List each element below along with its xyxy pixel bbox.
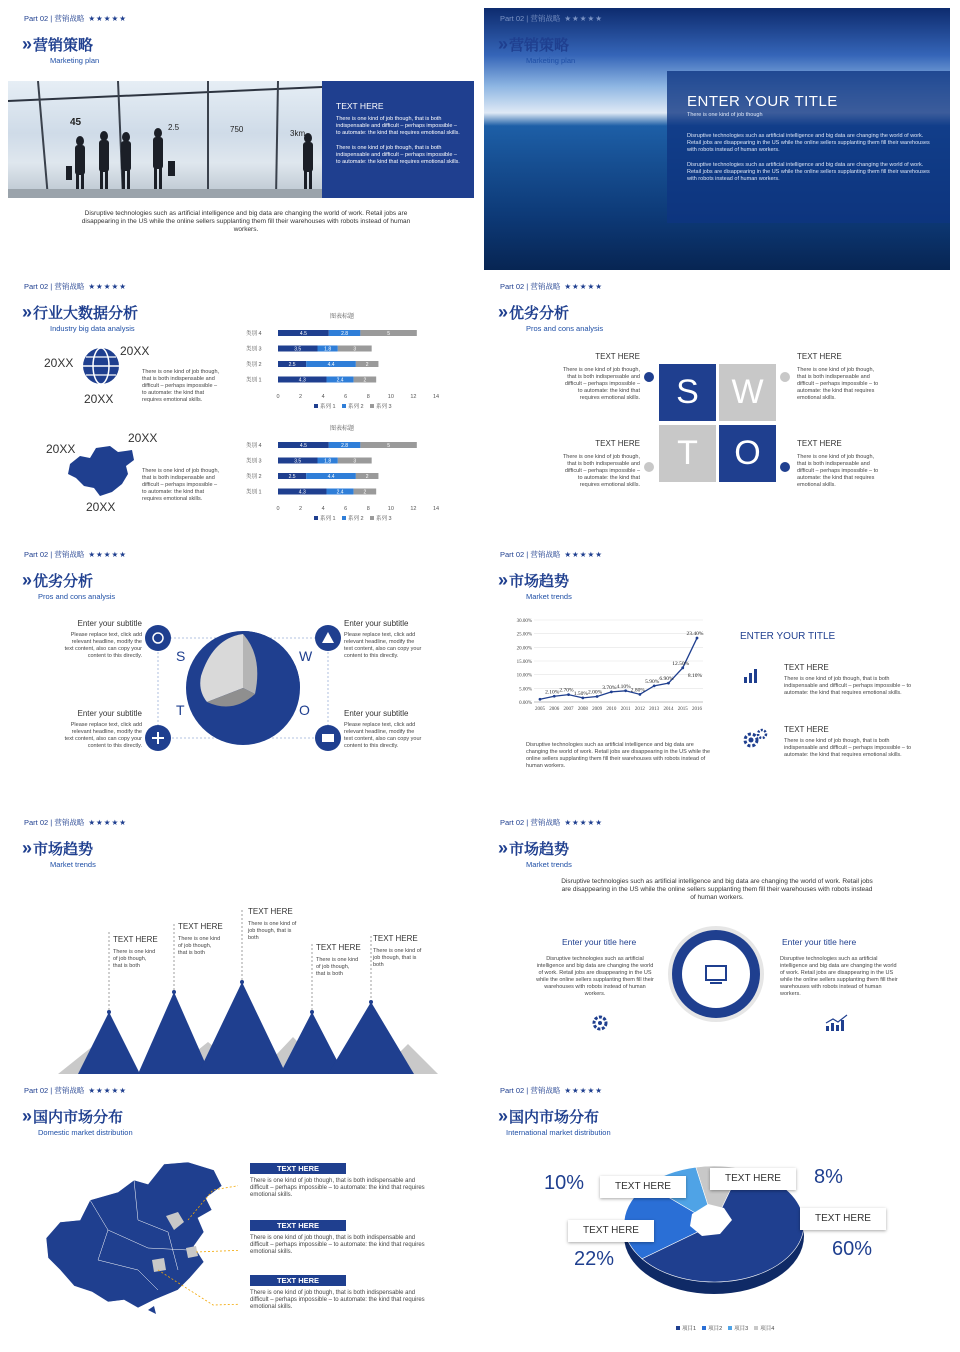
- legend-swatch: [702, 1326, 706, 1330]
- data-label: 2.10%: [545, 689, 560, 696]
- gears-icon: [742, 728, 768, 750]
- category-label: 类别 3: [246, 346, 262, 353]
- data-point: [639, 693, 642, 696]
- slide-1: [8, 8, 474, 270]
- bar-value-label: 4.4: [327, 474, 335, 480]
- peak-heading: TEXT HERE: [373, 934, 418, 943]
- tick-label: 14: [432, 506, 440, 512]
- china-map: [38, 1160, 238, 1318]
- swot-text: There is one kind of job though, that is both indispensable and difficult – perhaps impossible – to automate: the kind that requires emotional skills.: [562, 454, 640, 488]
- bar-value-label: 4.5: [299, 443, 307, 449]
- line-chart: [498, 616, 708, 726]
- slide-5: [8, 544, 474, 806]
- right-text: Disruptive technologies such as artificial intelligence and big data are changing the world of work. Retail jobs are disappearing in the US while the online sellers supplanting them fill their warehouses with robots instead of human workers.: [780, 956, 898, 997]
- tick-label: 0: [276, 394, 280, 400]
- swot-letter-o: O: [299, 702, 310, 718]
- x-tick-label: 2005: [535, 707, 545, 712]
- panel-tag: There is one kind of job though: [687, 112, 763, 118]
- category-label: 类别 4: [246, 331, 262, 337]
- subtitle-heading: Enter your subtitle: [77, 619, 142, 628]
- subtitle-text: Please replace text, click add relevant headline, modify the text content, also can copy your content to this directly.: [64, 632, 142, 659]
- chart-title: 图表标题: [330, 314, 355, 320]
- tick-label: 6: [344, 394, 348, 400]
- bar-value-label: 2.4: [336, 377, 344, 384]
- slide-8: [484, 812, 950, 1074]
- subtitle-text: Please replace text, click add relevant headline, modify the text content, also can copy your content to this directly.: [64, 722, 142, 749]
- gear-icon: [592, 1015, 608, 1031]
- data-point: [596, 695, 599, 698]
- x-tick-label: 2007: [563, 707, 574, 712]
- percent-label: 8%: [814, 1166, 843, 1188]
- legend-label: 系列 1: [320, 516, 336, 522]
- swot-letter-s: S: [176, 648, 186, 664]
- left-heading: Enter your title here: [562, 937, 637, 947]
- bar-chart-icon: [742, 668, 760, 684]
- x-tick-label: 2015: [677, 707, 688, 712]
- peak-text: There is one kind of job though, that is both: [248, 921, 297, 941]
- legend-swatch: [728, 1326, 732, 1330]
- swot-sphere-diagram: [143, 616, 343, 756]
- data-label: 12.50%: [672, 660, 690, 667]
- slide-9: [8, 1080, 474, 1342]
- bar-value-label: 2: [365, 474, 369, 480]
- bar-value-label: 1.8: [324, 346, 332, 353]
- swot-letter-t: T: [176, 702, 185, 718]
- subtitle-heading: Enter your subtitle: [344, 709, 409, 718]
- x-tick-label: 2014: [663, 707, 674, 712]
- left-text: Disruptive technologies such as artificial intelligence and big data are changing the world of work. Retail jobs are disappearing in the US while the online sellers supplanting them fill their warehouses with robots instead of human workers.: [536, 956, 654, 997]
- bar-chart: [244, 324, 444, 416]
- slide-header: Part 02 | 营销战略 ★★★★★: [24, 550, 127, 559]
- y-tick-label: 15.00%: [516, 660, 532, 665]
- bar-value-label: 4.3: [298, 489, 306, 496]
- data-label: 4.10%: [616, 683, 631, 690]
- slide-title: 营销策略: [509, 36, 570, 54]
- swot-s-tile: S: [659, 364, 716, 421]
- legend-label: 项目1: [682, 1326, 697, 1332]
- chevron-icon: »: [498, 838, 504, 858]
- y-tick-label: 30.00%: [516, 619, 532, 624]
- bar-value-label: 2.8: [341, 443, 349, 449]
- tick-label: 10: [387, 506, 394, 512]
- photo-number: 45: [70, 117, 82, 128]
- category-label: 类别 2: [246, 362, 262, 368]
- data-label: 3.70%: [602, 684, 617, 691]
- slide-title: 行业大数据分析: [33, 304, 139, 322]
- photo-number: 750: [230, 125, 244, 134]
- slide-title: 国内市场分布: [33, 1108, 124, 1126]
- category-label: 类别 2: [246, 474, 262, 480]
- china-map-icon: [66, 444, 136, 498]
- y-tick-label: 10.00%: [516, 673, 532, 679]
- slide-title: 市场趋势: [33, 840, 94, 858]
- slide-header: Part 02 | 营销战略 ★★★★★: [24, 1086, 127, 1095]
- silhouettes-image: [8, 81, 322, 198]
- legend-label: 系列 3: [376, 516, 392, 522]
- callout-box: TEXT HERE: [568, 1220, 654, 1242]
- swot-t-tile: T: [659, 425, 716, 482]
- data-point: [681, 666, 684, 669]
- callout-box: TEXT HERE: [710, 1168, 796, 1190]
- globe-icon: [81, 346, 121, 386]
- x-tick-label: 2010: [606, 707, 617, 712]
- growth-chart-icon: [824, 1014, 850, 1032]
- slide-header: Part 02 | 营销战略 ★★★★★: [500, 818, 603, 827]
- data-point: [567, 693, 570, 696]
- legend-label: 系列 2: [348, 516, 364, 522]
- category-label: 类别 4: [246, 443, 262, 449]
- swot-heading: TEXT HERE: [797, 352, 842, 361]
- bar-value-label: 4.3: [298, 377, 306, 384]
- tick-label: 0: [276, 506, 280, 512]
- data-label: 23.40%: [686, 631, 704, 638]
- swot-o-tile: O: [719, 425, 776, 482]
- item-heading: TEXT HERE: [784, 663, 829, 672]
- bar-value-label: 5: [387, 443, 390, 449]
- category-label: 类别 3: [246, 458, 262, 465]
- subtitle-text: Please replace text, click add relevant headline, modify the text content, also can copy your content to this directly.: [344, 722, 422, 749]
- item-text: There is one kind of job though, that is both indispensable and difficult – perhaps impossible – to automate: the kind that requires emotional skills.: [784, 676, 912, 696]
- bar-value-label: 5: [387, 331, 390, 337]
- data-point: [539, 698, 542, 701]
- bar-value-label: 2: [363, 489, 367, 496]
- year-label: 20XX: [44, 356, 74, 370]
- slide-title: 市场趋势: [509, 572, 570, 590]
- year-label: 20XX: [120, 344, 150, 358]
- data-label: 6.90%: [659, 676, 674, 683]
- slide-header: Part 02 | 营销战略 ★★★★★: [24, 282, 127, 291]
- right-heading: ENTER YOUR TITLE: [740, 631, 836, 642]
- bar-value-label: 4.5: [299, 331, 307, 337]
- tick-label: 2: [299, 394, 303, 400]
- percent-label: 22%: [574, 1248, 615, 1270]
- slide-subtitle: Pros and cons analysis: [38, 592, 116, 601]
- dot-marker: [780, 462, 790, 472]
- subtitle-heading: Enter your subtitle: [77, 709, 142, 718]
- bar-value-label: 2: [363, 377, 367, 384]
- monitor-ring-diagram: [666, 924, 766, 1024]
- legend-swatch: [342, 516, 346, 520]
- x-tick-label: 2006: [549, 707, 560, 712]
- photo-number: 2.5: [168, 123, 180, 132]
- label-bar: TEXT HERE: [250, 1163, 346, 1174]
- data-point: [667, 682, 670, 685]
- x-tick-label: 2008: [577, 707, 588, 712]
- y-tick-label: 20.00%: [516, 646, 532, 652]
- data-label: 2.70%: [559, 687, 574, 694]
- item-heading: TEXT HERE: [784, 725, 829, 734]
- year-label: 20XX: [84, 392, 114, 406]
- tick-label: 12: [410, 394, 417, 400]
- slide-6: [484, 544, 950, 806]
- peak-text: There is one kind of job though, that is both: [178, 936, 221, 956]
- photo-number: 3km: [290, 129, 306, 138]
- legend-item: [754, 1324, 774, 1332]
- legend-label: 项目4: [760, 1326, 775, 1332]
- legend-label: 项目3: [734, 1326, 749, 1332]
- slide-header: Part 02 | 营销战略 ★★★★★: [24, 14, 127, 23]
- swot-text: There is one kind of job though, that is both indispensable and difficult – perhaps impossible – to automate: the kind that requires emotional skills.: [797, 454, 879, 488]
- swot-letter-w: W: [299, 648, 313, 664]
- tick-label: 10: [387, 394, 394, 400]
- data-label: 8.10%: [687, 672, 703, 679]
- item-text: There is one kind of job though, that is both indispensable and difficult – perhaps impossible – to automate: the kind that requires emotional skills.: [784, 738, 912, 758]
- slide-subtitle: Pros and cons analysis: [526, 324, 604, 333]
- legend-swatch: [754, 1326, 758, 1330]
- slide-10: [484, 1080, 950, 1342]
- data-point: [610, 690, 613, 693]
- legend-label: 系列 3: [376, 404, 392, 410]
- legend-item: [702, 1324, 722, 1332]
- legend-swatch: [314, 516, 318, 520]
- pie-legend: [676, 1324, 774, 1332]
- x-tick-label: 2013: [649, 707, 660, 712]
- data-point: [696, 637, 699, 640]
- data-point: [653, 684, 656, 687]
- x-tick-label: 2012: [634, 707, 645, 712]
- chevron-icon: »: [22, 34, 28, 54]
- chevron-icon: »: [22, 1106, 28, 1126]
- data-label: 5.90%: [645, 678, 660, 685]
- data-label: 1.50%: [573, 690, 588, 697]
- chevron-icon: »: [498, 1106, 504, 1126]
- box-paragraph: There is one kind of job though, that is both indispensable and difficult – perhaps impossible – to automate: the kind that requires emotional skills.: [336, 116, 460, 136]
- subtitle-heading: Enter your subtitle: [344, 619, 409, 628]
- bar-value-label: 3: [353, 346, 357, 353]
- tick-label: 4: [321, 394, 325, 400]
- slide-subtitle: Domestic market distribution: [38, 1128, 133, 1137]
- peak-heading: TEXT HERE: [248, 907, 293, 916]
- slide-header: Part 02 | 营销战略 ★★★★★: [500, 1086, 603, 1095]
- chevron-icon: »: [498, 570, 504, 590]
- label-text: There is one kind of job though, that is both indispensable and difficult – perhaps impossible – to automate: the kind that requires emotional skills.: [250, 1235, 425, 1255]
- panel-paragraph: Disruptive technologies such as artificial intelligence and big data are changing the world of work. Retail jobs are disappearing in the US while the online sellers supplanting them fill their warehouses with robots instead of human workers.: [687, 133, 930, 153]
- swot-w-tile: W: [719, 364, 776, 421]
- chevron-icon: »: [22, 570, 28, 590]
- tick-label: 14: [432, 394, 440, 400]
- callout-box: TEXT HERE: [600, 1176, 686, 1198]
- bar-value-label: 2.5: [288, 474, 296, 480]
- bar-value-label: 2.4: [336, 489, 344, 496]
- y-tick-label: 0.00%: [519, 701, 532, 706]
- peak-text: There is one kind of job though, that is both: [113, 949, 156, 969]
- slide-subtitle: Market trends: [526, 592, 572, 601]
- swot-heading: TEXT HERE: [595, 439, 640, 448]
- x-tick-label: 2016: [692, 707, 702, 712]
- peak-text: There is one kind of job though, that is both: [373, 948, 422, 968]
- swot-heading: TEXT HERE: [595, 352, 640, 361]
- bar-value-label: 2.5: [288, 362, 296, 368]
- slide-7: [8, 812, 474, 1074]
- bar-value-label: 1.8: [324, 458, 332, 465]
- year-label: 20XX: [128, 431, 158, 445]
- slide-title: 营销策略: [33, 36, 94, 54]
- bar-value-label: 3.5: [294, 458, 302, 465]
- data-point: [581, 697, 584, 700]
- slide-title: 市场趋势: [509, 840, 570, 858]
- peak-heading: TEXT HERE: [316, 943, 361, 952]
- peak-heading: TEXT HERE: [113, 935, 158, 944]
- category-label: 类别 1: [246, 377, 262, 384]
- slide-subtitle: Industry big data analysis: [50, 324, 135, 333]
- dot-marker: [780, 372, 790, 382]
- bar-chart: [244, 436, 444, 528]
- peak-text: There is one kind of job though, that is both: [316, 957, 359, 977]
- tick-label: 12: [410, 506, 417, 512]
- year-label: 20XX: [86, 500, 116, 514]
- bar-value-label: 2.8: [341, 331, 349, 337]
- percent-label: 60%: [832, 1238, 873, 1260]
- caption: Disruptive technologies such as artificial intelligence and big data are changing the world of work. Retail jobs are disappearing in the US while the online sellers supplanting them fill their warehouses with robots instead of human workers.: [81, 210, 411, 233]
- box-paragraph: There is one kind of job though, that is both indispensable and difficult – perhaps impossible – to automate: the kind that requires emotional skills.: [336, 145, 460, 165]
- slide-header: Part 02 | 营销战略 ★★★★★: [500, 550, 603, 559]
- slide-subtitle: Marketing plan: [50, 56, 100, 65]
- chevron-icon: »: [22, 302, 28, 322]
- label-text: There is one kind of job though, that is both indispensable and difficult – perhaps impossible – to automate: the kind that requires emotional skills.: [250, 1178, 425, 1198]
- legend-label: 项目2: [708, 1326, 723, 1332]
- label-bar: TEXT HERE: [250, 1220, 346, 1231]
- tick-label: 8: [366, 506, 370, 512]
- chevron-icon: »: [498, 302, 504, 322]
- subtitle-text: Please replace text, click add relevant headline, modify the text content, also can copy your content to this directly.: [344, 632, 422, 659]
- label-text: There is one kind of job though, that is both indispensable and difficult – perhaps impossible – to automate: the kind that requires emotional skills.: [250, 1290, 425, 1310]
- legend-swatch: [676, 1326, 680, 1330]
- slide-subtitle: International market distribution: [506, 1128, 611, 1137]
- text-box: [322, 81, 474, 198]
- slide-title: 优劣分析: [33, 572, 94, 590]
- dot-marker: [644, 462, 654, 472]
- x-tick-label: 2009: [592, 707, 603, 712]
- tick-label: 4: [321, 506, 325, 512]
- swot-text: There is one kind of job though, that is both indispensable and difficult – perhaps impossible – to automate: the kind that requires emotional skills.: [797, 367, 879, 401]
- title-panel: [667, 71, 950, 223]
- slide-header: Part 02 | 营销战略 ★★★★★: [500, 14, 603, 23]
- chevron-icon: »: [22, 838, 28, 858]
- slide-3: [8, 276, 474, 538]
- bar-value-label: 2: [365, 362, 369, 368]
- y-tick-label: 25.00%: [516, 632, 532, 638]
- slide-subtitle: Market trends: [526, 860, 572, 869]
- y-tick-label: 5.00%: [519, 687, 532, 693]
- tick-label: 6: [344, 506, 348, 512]
- legend-label: 系列 1: [320, 404, 336, 410]
- legend-swatch: [370, 404, 374, 408]
- dot-marker: [644, 372, 654, 382]
- tick-label: 2: [299, 506, 303, 512]
- data-point: [553, 695, 556, 698]
- data-point: [624, 689, 627, 692]
- callout-box: TEXT HERE: [800, 1208, 886, 1230]
- percent-label: 10%: [544, 1172, 585, 1194]
- swot-heading: TEXT HERE: [797, 439, 842, 448]
- slide-2: [484, 8, 950, 270]
- legend-swatch: [314, 404, 318, 408]
- legend-label: 系列 2: [348, 404, 364, 410]
- slide-subtitle: Marketing plan: [526, 56, 576, 65]
- bar-value-label: 4.4: [327, 362, 335, 368]
- data-label: 2.80%: [630, 687, 646, 694]
- slide-subtitle: Market trends: [50, 860, 96, 869]
- legend-item: [728, 1324, 748, 1332]
- panel-paragraph: Disruptive technologies such as artificial intelligence and big data are changing the world of work. Retail jobs are disappearing in the US while the online sellers supplanting them fill their warehouses with robots instead of human workers.: [687, 162, 930, 182]
- bar-value-label: 3: [353, 458, 357, 465]
- bar-value-label: 3.5: [294, 346, 302, 353]
- swot-text: There is one kind of job though, that is both indispensable and difficult – perhaps impossible – to automate: the kind that requires emotional skills.: [562, 367, 640, 401]
- chart-title: 图表标题: [330, 426, 355, 432]
- slide-title: 国内市场分布: [509, 1108, 600, 1126]
- body-text: There is one kind of job though, that is both indispensable and difficult – perhaps impossible – to automate: the kind that requires emotional skills.: [142, 468, 220, 502]
- label-bar: TEXT HERE: [250, 1275, 346, 1286]
- peak-heading: TEXT HERE: [178, 922, 223, 931]
- chevron-icon: »: [498, 34, 504, 54]
- box-title: TEXT HERE: [336, 101, 384, 111]
- data-label: 2.00%: [587, 689, 603, 696]
- body-text: There is one kind of job though, that is both indispensable and difficult – perhaps impossible – to automate: the kind that requires emotional skills.: [142, 369, 220, 403]
- slide-4: [484, 276, 950, 538]
- right-heading: Enter your title here: [782, 937, 857, 947]
- legend-swatch: [370, 516, 374, 520]
- slide-header: Part 02 | 营销战略 ★★★★★: [24, 818, 127, 827]
- airport-photo: [8, 81, 322, 198]
- legend-item: [676, 1324, 696, 1332]
- category-label: 类别 1: [246, 489, 262, 496]
- caption: Disruptive technologies such as artificial intelligence and big data are changing the world of work. Retail jobs are disappearing in the US while the online sellers supplanting them fill their warehouses with robots instead of human workers.: [526, 742, 711, 769]
- legend-swatch: [342, 404, 346, 408]
- x-tick-label: 2011: [620, 707, 631, 712]
- tick-label: 8: [366, 394, 370, 400]
- year-label: 20XX: [46, 442, 76, 456]
- slide-title: 优劣分析: [509, 304, 570, 322]
- slide-header: Part 02 | 营销战略 ★★★★★: [500, 282, 603, 291]
- intro-text: Disruptive technologies such as artificial intelligence and big data are changing the world of work. Retail jobs are disappearing in the US while the online sellers supplanting them fill their warehouses with robots instead of human workers.: [561, 878, 873, 901]
- panel-heading: ENTER YOUR TITLE: [687, 93, 838, 110]
